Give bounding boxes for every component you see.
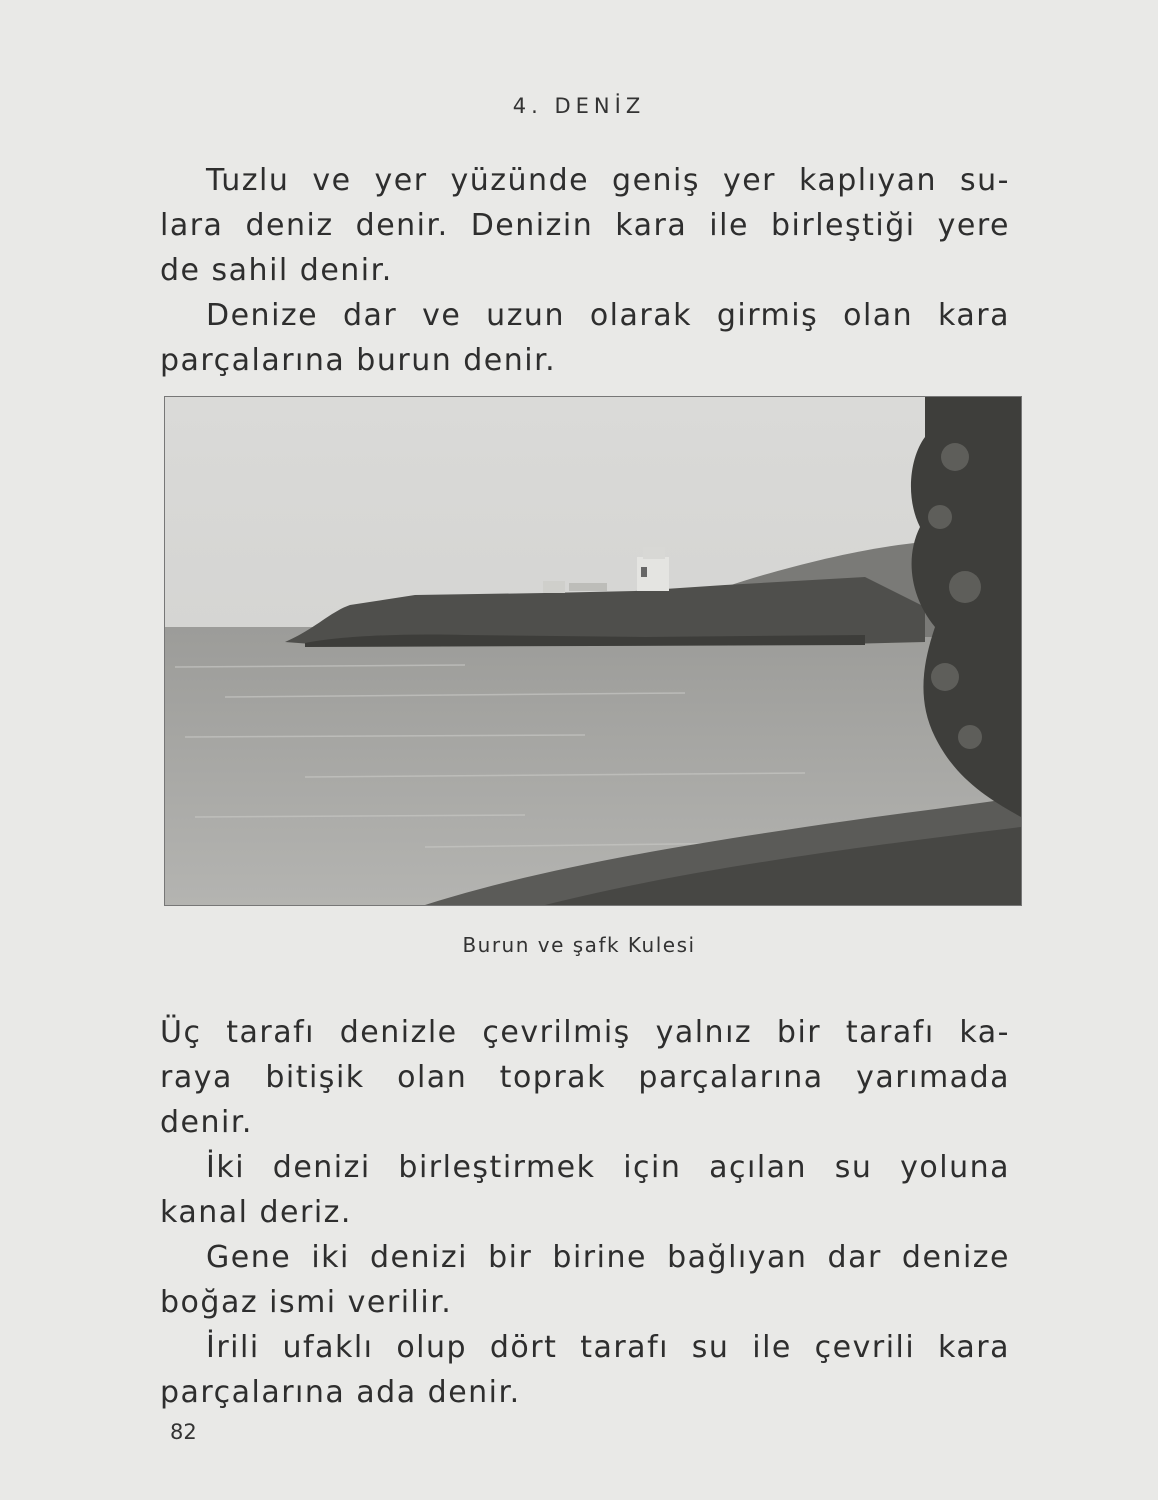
text-line: denir. — [160, 1105, 253, 1140]
text-line: lara deniz denir. Denizin kara ile birleştiği yere — [160, 208, 1010, 243]
text-line: raya bitişik olan toprak parçalarına yarımada — [160, 1060, 1010, 1095]
text-line: Üç tarafı denizle çevrilmiş yalnız bir tarafı ka- — [160, 1015, 1010, 1050]
text-line: parçalarına burun denir. — [160, 343, 557, 378]
intro-paragraph — [160, 158, 1010, 383]
text-line: İki denizi birleştirmek için açılan su yoluna — [206, 1150, 1010, 1185]
coastal-headland-photo — [164, 396, 1022, 906]
text-line: boğaz ismi verilir. — [160, 1285, 453, 1320]
text-line: parçalarına ada denir. — [160, 1375, 521, 1410]
text-line: İrili ufaklı olup dört tarafı su ile çevrili kara — [206, 1330, 1010, 1365]
body-paragraph — [160, 1010, 1010, 1415]
section-heading: 4. DENİZ — [512, 94, 646, 118]
photo-illustration — [165, 397, 1021, 905]
text-line: kanal deriz. — [160, 1195, 352, 1230]
text-line: Tuzlu ve yer yüzünde geniş yer kaplıyan su- — [206, 163, 1010, 198]
photo-caption: Burun ve şafk Kulesi — [462, 933, 696, 957]
text-line: Denize dar ve uzun olarak girmiş olan kara — [206, 298, 1010, 333]
text-line: de sahil denir. — [160, 253, 393, 288]
page-number: 82 — [170, 1420, 197, 1444]
text-line: Gene iki denizi bir birine bağlıyan dar denize — [206, 1240, 1010, 1275]
